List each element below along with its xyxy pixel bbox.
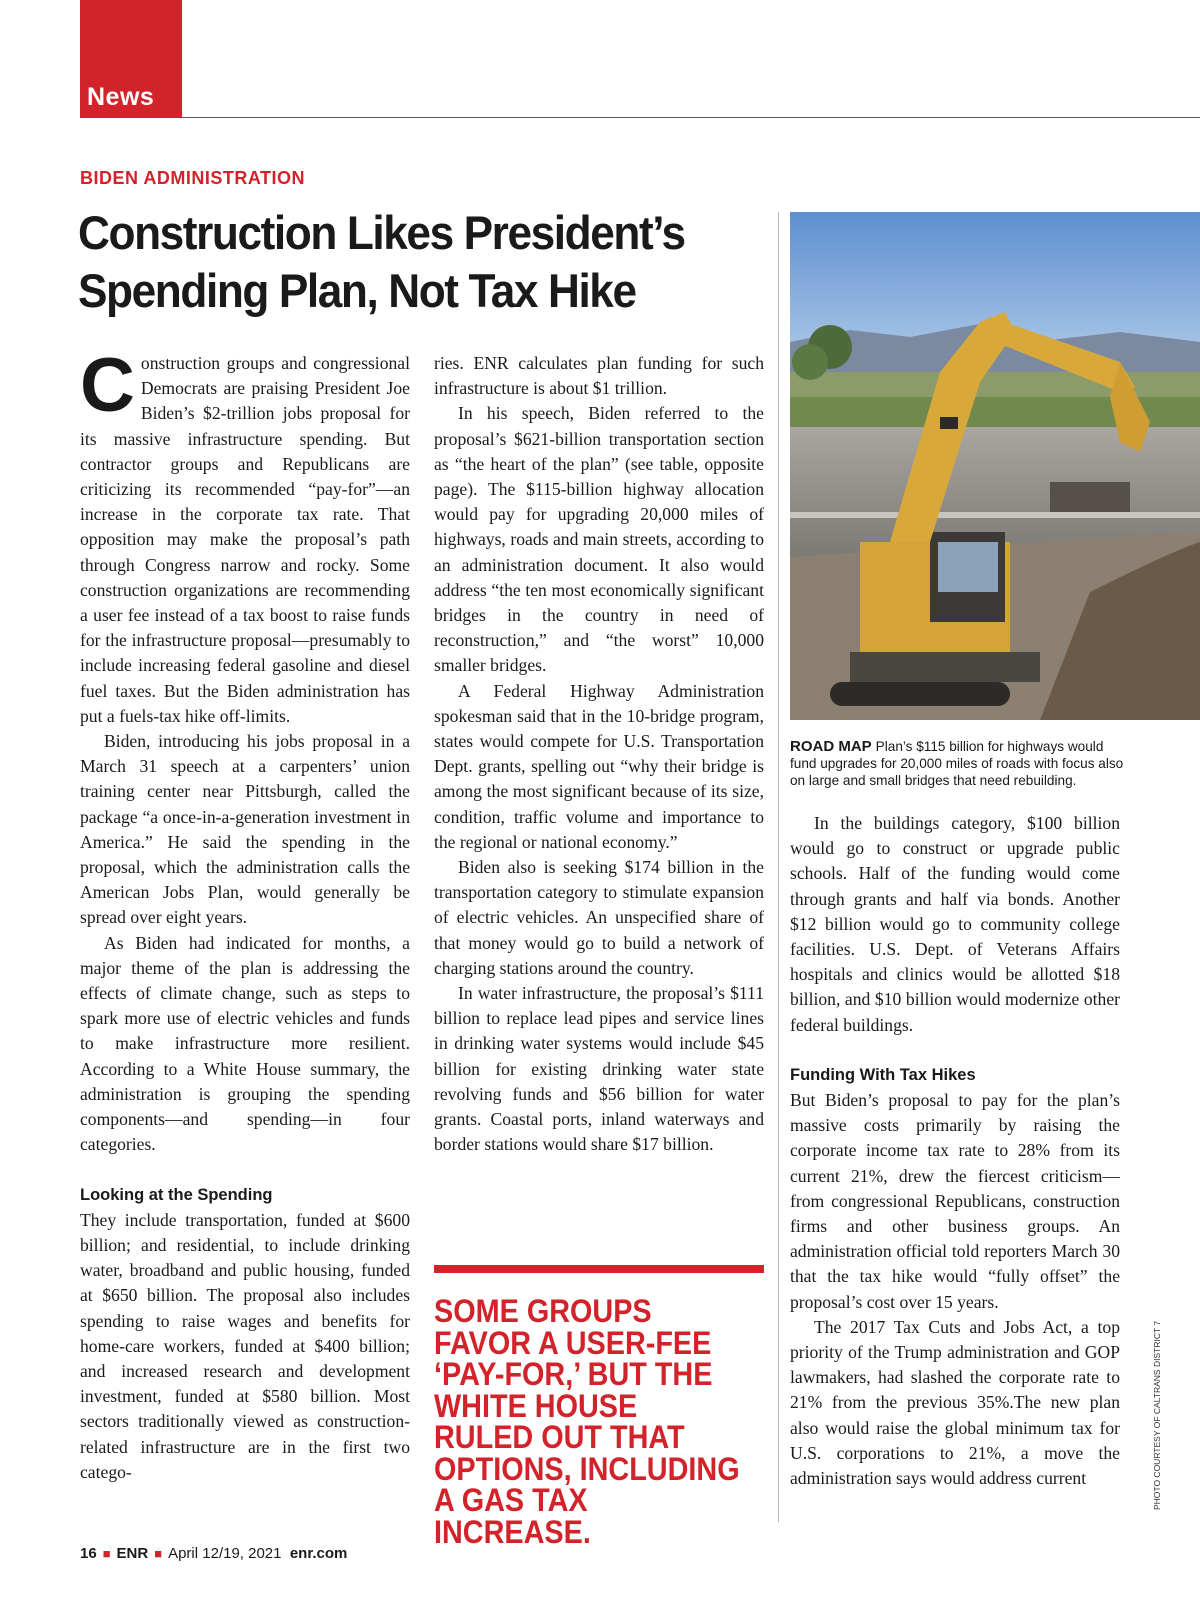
paragraph bbox=[80, 343, 410, 729]
paragraph: Biden, introducing his jobs proposal in a March 31 speech at a carpenters’ union training center near Pittsburgh, called the package “a once-in-a-generation investment in America.” He said the spending in the proposal, which the administration calls the American Jobs Plan, would generally be spread over eight years. bbox=[80, 731, 410, 928]
paragraph: A Federal Highway Administration spokesman said that in the 10-bridge program, states would compete for U.S. Transportation Dept. grants, spelling out “why their bridge is among the most significant because of its size, condition, traffic volume and importance to the regional or national economy.” bbox=[434, 680, 764, 852]
page-number: 16 bbox=[80, 1545, 97, 1562]
pullquote-rule bbox=[434, 1265, 764, 1273]
separator-dot: ■ bbox=[102, 1546, 111, 1561]
paragraph: Biden also is seeking $174 billion in the transportation category to stimulate expansion of electric vehicles. An unspecified share of that money would go to build a network of charging stations around the country. bbox=[434, 857, 764, 978]
article-column-2 bbox=[434, 351, 764, 1158]
paragraph: ries. ENR calculates plan funding for such infrastructure is about $1 trillion. bbox=[434, 353, 764, 399]
paragraph: The 2017 Tax Cuts and Jobs Act, a top priority of the Trump administration and GOP lawmakers, had slashed the corporate rate to 21% from the previous 35%.The new plan also would raise the global minimum tax for U.S. corporations to 21%, a move the administration says would address current bbox=[790, 1316, 1120, 1489]
excavator-photo bbox=[790, 212, 1200, 720]
paragraph: As Biden had indicated for months, a major theme of the plan is addressing the effects of climate change, such as steps to spark more use of electric vehicles and funds to make infrastructure more resilient. According to a White House summary, the administration is grouping the spending components—and spending—in four categories. bbox=[80, 932, 410, 1155]
paragraph: But Biden’s proposal to pay for the plan’s massive costs primarily by raising the corporate income tax rate to 28% from its current 21%, drew the fiercest criticism—from congressional Republicans, construction firms and other business groups. An administration official told reporters March 30 that the tax hike would “fully offset” the proposal’s cost over 15 years. bbox=[790, 1090, 1120, 1312]
top-rule bbox=[80, 117, 1200, 118]
dropcap: C bbox=[80, 343, 135, 428]
caption-label: ROAD MAP bbox=[790, 738, 872, 755]
headline: Construction Likes President’s Spending Plan, Not Tax Hike bbox=[78, 206, 685, 317]
magazine-name: ENR bbox=[116, 1545, 149, 1562]
caption-text: Plan’s $115 billion for highways would fund upgrades for 20,000 miles of roads with focus also on large and small bridges that need rebuilding. bbox=[790, 739, 1124, 788]
kicker: BIDEN ADMINISTRATION bbox=[80, 168, 305, 188]
paragraph: In water infrastructure, the proposal’s $111 billion to replace lead pipes and service lines in drinking water systems would include $45 billion for existing drinking water state revolving funds and $56 billion for water grants. Coastal ports, inland waterways and border stations would share $17 billion. bbox=[434, 983, 764, 1155]
section-tab bbox=[80, 0, 182, 118]
paragraph: They include transportation, funded at $600 billion; and residential, to include drinking water, broadband and public housing, funded at $650 billion. The proposal also includes spending to raise wages and benefits for home-care workers, funded at $400 billion; and increased research and development investment, funded at $580 billion. Most sectors traditionally viewed as construction-related infrastructure are in the first two catego- bbox=[80, 1209, 410, 1482]
photo-caption bbox=[790, 738, 1130, 789]
column-divider bbox=[778, 212, 779, 1522]
article-column-3 bbox=[790, 811, 1120, 1491]
photo-credit: PHOTO COURTESY OF CALTRANS DISTRICT 7 bbox=[1152, 1320, 1162, 1510]
issue-date: April 12/19, 2021 bbox=[168, 1545, 282, 1562]
paragraph: In the buildings category, $100 billion would go to construct or upgrade public schools. Half of the funding would come through grants and half via bonds. Another $12 billion would go to community college facilities. U.S. Dept. of Veterans Affairs hospitals and clinics would be allotted $18 billion, and $10 billion would modernize other federal buildings. bbox=[790, 813, 1120, 1035]
paragraph-text: onstruction groups and congressional Democrats are praising President Joe Biden’s $2-trillion jobs proposal for its massive infrastructure spending. But contractor groups and Republicans are criticizing its recommended “pay-for”—an increase in the corporate tax rate. That opposition may make the proposal’s path through Congress narrow and rocky. Some construction organizations are recommending a user fee instead of a tax boost to raise funds for the infrastructure proposal—presumably to include increasing federal gasoline and diesel fuel taxes. But the Biden administration has put a fuels-tax hike off-limits. bbox=[80, 353, 410, 726]
page-footer bbox=[80, 1545, 347, 1562]
site-link[interactable]: enr.com bbox=[289, 1545, 348, 1562]
pullquote: SOME GROUPS FAVOR A USER-FEE ‘PAY-FOR,’ BUT THE WHITE HOUSE RULED OUT THAT OPTIONS, INCLUDING A GAS TAX INCREASE. bbox=[434, 1293, 740, 1550]
excavator-illustration bbox=[790, 212, 1200, 720]
subhead: Looking at the Spending bbox=[80, 1185, 273, 1204]
subhead: Funding With Tax Hikes bbox=[790, 1065, 976, 1084]
paragraph: In his speech, Biden referred to the proposal’s $621-billion transportation section as “the heart of the plan” (see table, opposite page). The $115-billion highway allocation would pay for upgrading 20,000 miles of highways, roads and main streets, according to an administration document. It also would address “the ten most economically significant bridges in the country in need of reconstruction,” and “the worst” 10,000 smaller bridges. bbox=[434, 403, 764, 676]
section-tab-label: News bbox=[87, 83, 155, 111]
separator-dot: ■ bbox=[154, 1546, 163, 1561]
article-column-1 bbox=[80, 343, 410, 1485]
